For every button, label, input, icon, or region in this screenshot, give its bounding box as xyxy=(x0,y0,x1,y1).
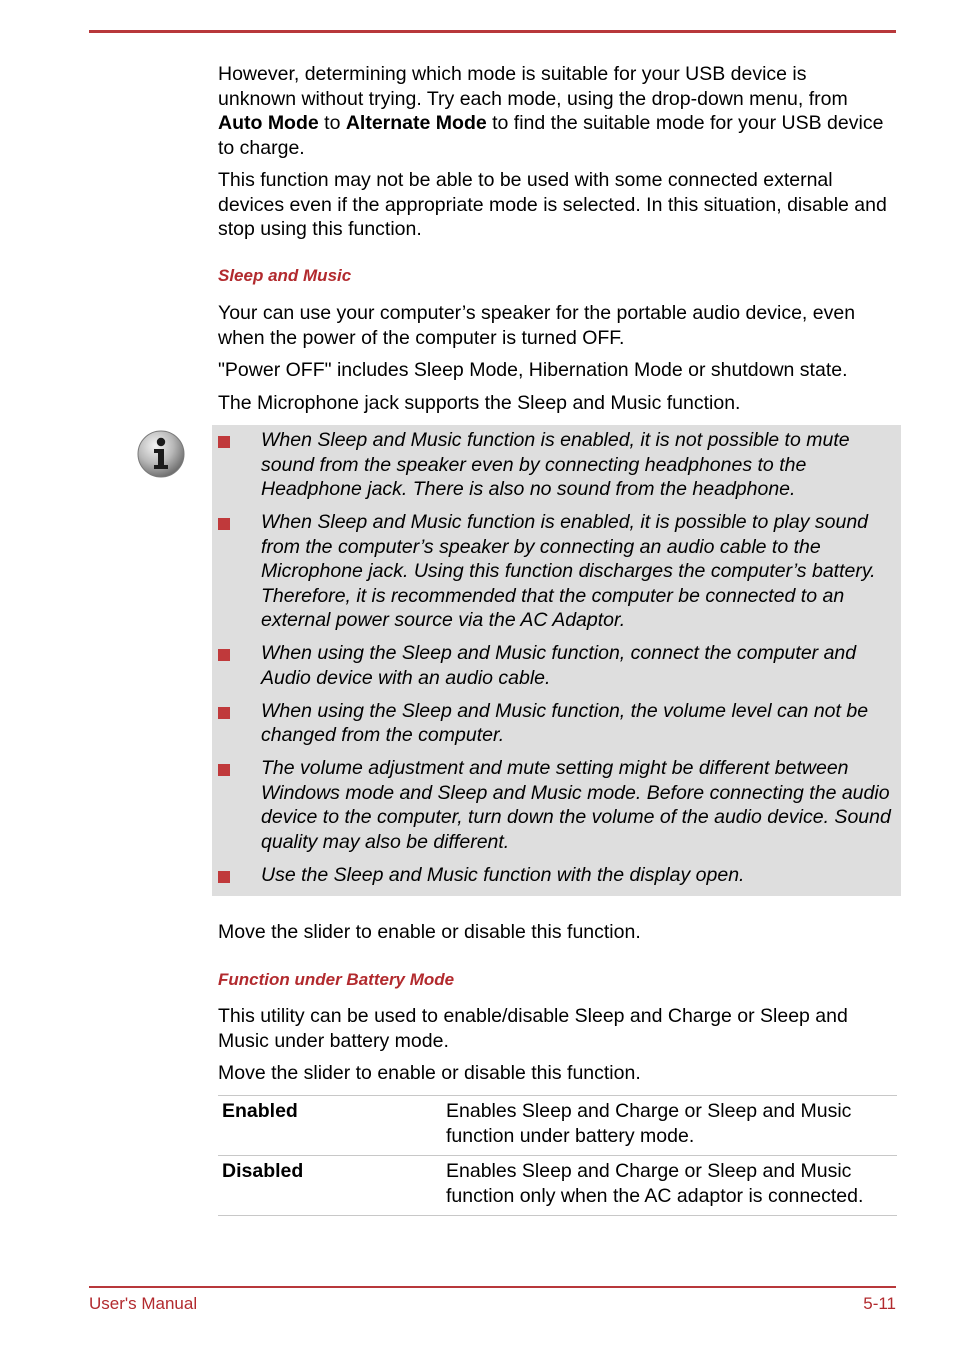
paragraph-slider-instruction: Move the slider to enable or disable this function. xyxy=(218,1062,641,1084)
section-heading-battery-mode: Function under Battery Mode xyxy=(218,970,455,989)
square-bullet-icon xyxy=(218,871,230,883)
table-description: Enables Sleep and Charge or Sleep and Music function under battery mode. xyxy=(442,1096,897,1156)
note-text: When using the Sleep and Music function, the volume level can not be changed from the computer. xyxy=(261,699,869,746)
table-term: Enabled xyxy=(218,1096,442,1156)
table-row xyxy=(218,1156,897,1216)
note-item xyxy=(212,699,901,748)
table-row xyxy=(218,1096,897,1156)
note-text: When Sleep and Music function is enabled, it is possible to play sound from the computer’s speaker by connecting an audio cable to the Microphone jack. Using this function discharges the computer’s battery. Therefore, it is recommended that the computer be connected to an external power source via the AC Adaptor. xyxy=(261,511,876,631)
section-heading-sleep-music: Sleep and Music xyxy=(218,266,352,285)
square-bullet-icon xyxy=(218,436,230,448)
note-text: Use the Sleep and Music function with the display open. xyxy=(261,863,745,886)
paragraph-power-off: "Power OFF" includes Sleep Mode, Hibernation Mode or shutdown state. xyxy=(218,359,848,381)
note-box xyxy=(212,425,901,896)
note-text: The volume adjustment and mute setting might be different between Windows mode and Sleep and Music mode. Before connecting the audio device to the computer, turn down the volume of the audio device. Sound quality may also be different. xyxy=(261,757,891,853)
table-term: Disabled xyxy=(218,1156,442,1216)
note-text: When Sleep and Music function is enabled, it is not possible to mute sound from the speaker even by connecting headphones to the Headphone jack. There is also no sound from the headphone. xyxy=(261,429,850,500)
auto-mode-term: Auto Mode xyxy=(218,112,319,134)
mode-table xyxy=(218,1095,897,1216)
note-item xyxy=(212,756,901,854)
table-description: Enables Sleep and Charge or Sleep and Music function only when the AC adaptor is connected. xyxy=(442,1156,897,1216)
paragraph-text: to xyxy=(318,112,346,134)
header-rule xyxy=(89,30,896,33)
footer-manual-title: User's Manual xyxy=(89,1294,198,1313)
paragraph-text: However, determining which mode is suitable for your USB device is unknown without trying. Try each mode, using the drop-down menu, from xyxy=(218,63,848,110)
note-list xyxy=(212,428,901,896)
info-icon xyxy=(136,429,186,479)
paragraph-speaker: Your can use your computer’s speaker for the portable audio device, even when the power of the computer is turned OFF. xyxy=(218,302,856,349)
footer-rule xyxy=(89,1286,896,1288)
paragraph-slider-instruction: Move the slider to enable or disable this function. xyxy=(218,921,641,943)
square-bullet-icon xyxy=(218,707,230,719)
paragraph-utility: This utility can be used to enable/disable Sleep and Charge or Sleep and Music under battery mode. xyxy=(218,1005,848,1052)
paragraph-microphone: The Microphone jack supports the Sleep and Music function. xyxy=(218,392,741,414)
note-item xyxy=(212,510,901,633)
note-item xyxy=(212,863,901,888)
note-item xyxy=(212,428,901,502)
square-bullet-icon xyxy=(218,764,230,776)
note-text: When using the Sleep and Music function, connect the computer and Audio device with an audio cable. xyxy=(261,642,857,689)
square-bullet-icon xyxy=(218,649,230,661)
footer-page-number: 5-11 xyxy=(863,1294,896,1313)
paragraph-text: to find the suitable mode for your USB device to charge. xyxy=(218,112,884,159)
note-item xyxy=(212,641,901,690)
square-bullet-icon xyxy=(218,518,230,530)
paragraph-function-limitation: This function may not be able to be used with some connected external devices even if the appropriate mode is selected. In this situation, disable and stop using this function. xyxy=(218,169,887,240)
alternate-mode-term: Alternate Mode xyxy=(345,112,487,134)
paragraph-usb-mode xyxy=(218,62,888,160)
